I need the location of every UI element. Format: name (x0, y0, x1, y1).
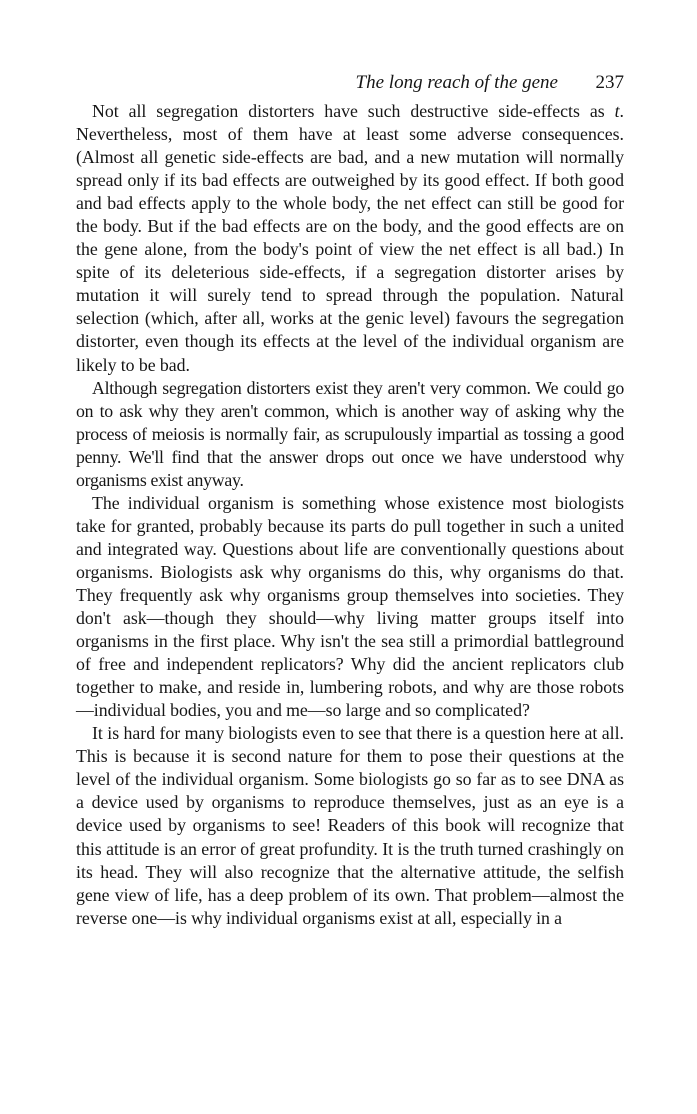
page-number: 237 (595, 72, 624, 93)
paragraph-2: Although segregation distorters exist they aren't very common. We could go on to ask why they aren't common, which is another way of asking why the process of meiosis is normally fair, as scrupulously impartial as tossing a good penny. We'll find that the answer drops out once we have understood why organisms exist anyway. (76, 377, 624, 490)
paragraph-3: The individual organism is something whose existence most biologists take for granted, probably because its parts do pull together in such a united and integrated way. Questions about life are conventionally questions about organisms. Biologists ask why organisms do this, why organisms do that. They frequently ask why organisms group themselves into societies. They don't ask—though they should—why living matter groups itself into organisms in the first place. Why isn't the sea still a primordial battleground of free and independent replicators? Why did the ancient replicators club together to make, and reside in, lumbering robots, and why are those robots—individual bodies, you and me—so large and so complicated? (76, 492, 624, 721)
body-text (76, 100, 624, 930)
running-head (76, 70, 624, 100)
paragraph-1 (76, 100, 624, 377)
paragraph-1-italic-t: t (614, 101, 620, 121)
paragraph-1-rest: . Nevertheless, most of them have at least some adverse consequences. (Almost all genetic side-effects are bad, and a new mutation will normally spread only if its bad effects are outweighed by its good effect. If both good and bad effects apply to the whole body, the net effect can still be good for the body. But if the bad effects are on the body, and the good effects are on the gene alone, from the body's point of view the net effect is all bad.) In spite of its deleterious side-effects, if a segregation distorter arises by mutation it will surely tend to spread through the population. Natural selection (which, after all, works at the genic level) favours the segregation distorter, even though its effects at the level of the individual organism are likely to be bad. (76, 101, 624, 375)
paragraph-4: It is hard for many biologists even to see that there is a question here at all. This is because it is second nature for them to pose their questions at the level of the individual organism. Some biologists go so far as to see DNA as a device used by organisms to reproduce themselves, just as an eye is a device used by organisms to see! Readers of this book will recognize that this attitude is an error of great profundity. It is the truth turned crashingly on its head. They will also recognize that the alternative attitude, the selfish gene view of life, has a deep problem of its own. That problem—almost the reverse one—is why individual organisms exist at all, especially in a (76, 723, 624, 928)
paragraph-1-lead: Not all segregation distorters have such destructive side-effects as (92, 101, 615, 121)
book-page (76, 70, 624, 930)
running-title: The long reach of the gene (355, 72, 558, 93)
